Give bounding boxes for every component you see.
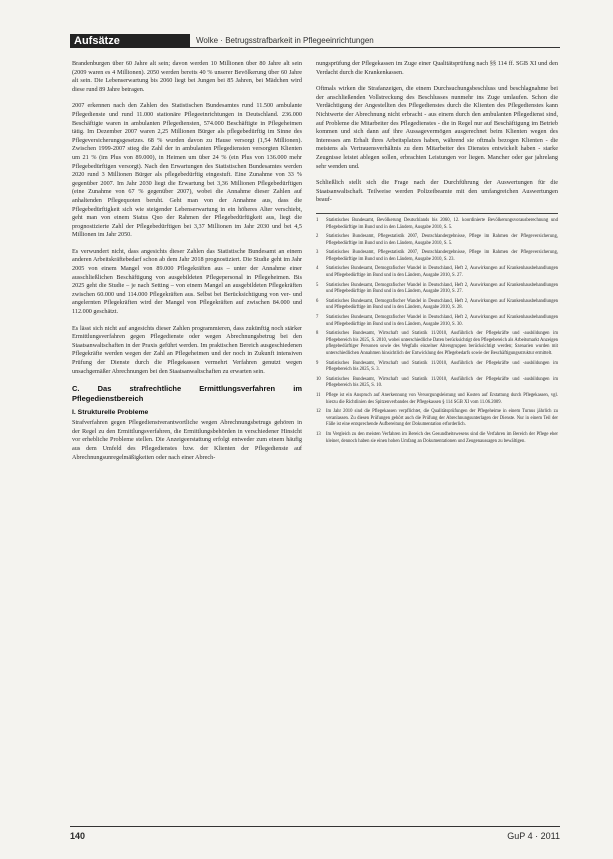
footnote-text: Statistisches Bundesamt, Wirtschaft und Statistik 11/2010, Ausführlich der Pflegekräfte und -ausbildungen im Pflegebereich bis 2025, S. 10. — [326, 376, 558, 389]
footnote-text: Im Jahr 2010 sind die Pflegekassen verpflichtet, die Qualitätsprüfungen der Pflegeheime in einem Turnus jährlich zu veranlassen. Zu diesen Prüfungen gehört auch die Prüfung der Abrechnungsunterlagen der Dienste. Nur in einem Teil der Fälle ist eine entsprechende Aufbereitung der Dokumentation erforderlich. — [326, 409, 558, 428]
footnote-text: Statistisches Bundesamt, Pflegestatistik 2007, Deutschlandergebnisse, Pflege im Rahmen der Pflegeversicherung, Pflegebedürftige im Bund und in den Ländern, Ausgabe 2010, S. 23. — [326, 250, 558, 262]
footnote-text: Im Vergleich zu den meisten Verfahren im Bereich des Gesundheitswesens sind die Verfahren im Bereich der Pflege eher kleiner, dennoch haben sie einen hohen Umfang an Dokumentationen und Zeugenaussagen zu bewältigen. — [326, 431, 558, 444]
body-paragraph: Es lässt sich nicht auf angesichts dieser Zahlen programmieren, dass zukünftig noch stärker Ermittlungsverfahren gegen Pflegedienste oder wegen Abrechnungsbetrug bei den Staatsanwaltschaften in der Praxis geführt werden. Im praktischen Bereich ausgeschiedenen Pflegekräfte werden wegen der Zahl an Pflegeheimen und der noch in Zukunft intensiven Prüfung der Dienste durch die Pflegekassen vermehrt Verfahren genutzt wegen unsachgemäßer Abrechnungen bei den Staatsanwaltschaften zu erwarten sein. — [72, 324, 302, 375]
body-paragraph: Strafverfahren gegen Pflegedienstverantwortliche wegen Abrechnungsbetrugs gehören in der Regel zu den Ermittlungsverfahren, die Ermittlungsbehörden in verschiedener Hinsicht vor erhebliche Probleme stellen. Die Anzeigeerstattung erfolgt entweder zum einem häufig aus dem Umfeld des Pflegedienstes bzw. der Klienten der Pflegedienste auf Abrechnungsunregelmäßigkeiten oder nach einer Abrech- — [72, 419, 302, 461]
body-paragraph: Schließlich stellt sich die Frage nach der Durchführung der Auswertungen für die Staatsanwaltschaft. Teilweise werden Polizeibeamte mit den umfangreichen Auswertungen beauf- — [316, 179, 558, 204]
footnote-text: Pflege ist ein Anspruch auf Anerkennung von Versorgungsleistung und Kosten auf Erstattung durch Pflegekassen, vgl. hierzu die Richtlinien des Spitzenverbandes der Pflegekassen § 114 SGB XI vom 11.06.2009. — [326, 392, 558, 405]
right-column — [316, 60, 558, 820]
page-footer — [70, 826, 560, 841]
footnote-text: Statistisches Bundesamt, Demografischer Wandel in Deutschland, Heft 2, Auswirkungen auf Krankenhausbehandlungen und Pflegebedürftige im Bund und in den Ländern, Ausgabe 2010, S. 27. — [326, 282, 558, 295]
footnote-number: 13 — [316, 431, 321, 437]
footnote — [316, 331, 558, 357]
footnote-number: 4 — [316, 266, 319, 272]
footnote-number: 2 — [316, 234, 319, 240]
body-paragraph: nungsprüfung der Pflegekassen im Zuge einer Qualitätsprüfung nach §§ 114 ff. SGB XI und den Verdacht durch die Krankenkassen. — [316, 60, 558, 76]
footnote-text: Statistisches Bundesamt, Wirtschaft und Statistik 11/2010, Ausführlich der Pflegekräfte und -ausbildungen im Pflegebereich bis 2025, S. 3. — [326, 360, 558, 373]
footnote-text: Statistisches Bundesamt, Bevölkerung Deutschlands bis 2060, 12. koordinierte Bevölkerungsvorausberechnung und Pflegebedürftige im Bund und in den Ländern, Ausgabe 2010, S. 5. — [326, 217, 558, 230]
footnote-number: 11 — [316, 392, 321, 398]
footnote-number: 3 — [316, 250, 319, 256]
footnote — [316, 393, 558, 406]
body-paragraph: Es verwundert nicht, dass angesichts dieser Zahlen das Statistische Bundesamt an einem anderen Arbeitskräftebedarf schon ab dem Jahr 2018 prognostiziert. Die Studie geht im Jahr 2005 von einem Mangel von 89.000 Pflegekräften aus – unter der Annahme einer ausschließlichen Beschäftigung von ausgebildeten Pflegepersonal in Pflegeheimen. Bis 2025 geht die Studie – je nach Setting – von einem Mangel an ausgebildeten Pflegekräften zwischen 60.000 und 114.000 Pflegekräften aus. Selbst bei Berücksichtigung von ver- und angelernten Pflegekräften wird der Mangel von Pflegekräften auf zwischen 84.000 und 112.000 geschätzt. — [72, 247, 302, 316]
body-paragraph: Brandenburgen über 60 Jahre alt sein; davon werden 10 Millionen über 80 Jahre alt sein (2009 waren es 4 Millionen). 2050 werden bereits 40 % unserer Bevölkerung über 60 Jahre alt sein. Die Lebenserwartung bis 2060 liegt bei Jungen bei 85 Jahren, bei Mädchen wird diese rund 89 Jahre betragen. — [72, 60, 302, 93]
footnote — [316, 283, 558, 296]
footnote — [316, 377, 558, 390]
footnote-number: 12 — [316, 409, 321, 415]
footnote-text: Statistisches Bundesamt, Demografischer Wandel in Deutschland, Heft 2, Auswirkungen auf Krankenhausbehandlungen und Pflegebedürftige im Bund und in den Ländern, Ausgabe 2010, S. 27. — [326, 266, 558, 279]
section-label: Aufsätze — [70, 34, 190, 48]
running-title: Wolke · Betrugsstrafbarkeit in Pflegeeinrichtungen — [190, 34, 560, 48]
footnote-number: 8 — [316, 331, 319, 337]
body-paragraph: Oftmals wirken die Strafanzeigen, die einem Durchsuchungsbeschluss und beschlagnahme bei der anschließenden Vollstreckung des Beschlusses nunmehr ins Zuge umlaufen. Schon die Verdächtigung der Angestellten des Pflegedienstes durch die Klienten des Pflegedienstes kann Nichtwerte der Abrechnung nicht erbracht - aus einem durch den ambulanten Pflegedienst sind, auf Probleme die Mitarbeiter des Pflegedienstes - die in Regel nur auf Beschäftigung im Betrieb kommen und sich dann auf ihre Aussagevermögen ausgerechnet beim Klienten wegen des Interesses am Erhalt ihres Arbeitsplatzes haben, während sie oftmals bezogen Klienten - die meistens als Vertrauensverhältnis zu dem Mitarbeiter des Dienstes entwickelt haben - starke Zeugnisse leistet ablegen sollen, erbrachten Leistungen vor liegen. Mancher oder gar jahrelang sehr wenden und. — [316, 85, 558, 170]
page-number: 140 — [70, 831, 86, 841]
footnote-number: 5 — [316, 282, 319, 288]
footnote-number: 6 — [316, 298, 319, 304]
footnote-number: 9 — [316, 360, 319, 366]
body-paragraph: 2007 erkennen nach den Zahlen des Statistischen Bundesamtes rund 11.500 ambulante Pflegedienste und rund 11.000 stationäre Pflegeeinrichtungen in Deutschland. 236.000 Beschäftigte waren in ambulanten Pflegediensten, 574.000 Beschäftigte in Pflegeheimen tätig. Im Dezember 2007 waren 2,25 Millionen Bürger als pflegebedürftig im Sinne des Pflegeversicherungsgesetzes. 68 % wurden davon zu Hause versorgt (1,54 Millionen). Zwischen 1999-2007 stieg die Zahl der in ambulanten Pflegediensten versorgten Klienten um 21 % (im Plus von 89.000), in Heimen um über 24 % (ein Plus von 136.000 mehr Pflegebedürftigen versorgt). Nach den Erwartungen des Statistischen Bundesamtes werden 2020 rund 3 Millionen Bürger als pflegebedürftig eingestuft. Eine Zunahme von 33 % gegenüber 2007. Im Jahr 2030 liegt die Erwartung bei 3,36 Millionen Pflegebedürftigen (eine Zunahme von 67 % gegenüber 2007), wobei die Annahme dieser Zahlen auf anhaltenden Pflegequoten beruht. Geht man von der Annahme aus, dass die Pflegebedürftigkeit sich wie steigender Lebenserwartung in ein höheres Alter verschiebt, geht man von einem Status Quo der Rahmen der Pflegebedürftigkeit aus, liegt die prognostizierte Zahl der Pflegebedürftigen bei 3,37 Millionen im Jahr 2030 und bei 4,5 Millionen im Jahr 2050. — [72, 102, 302, 239]
footnote-text: Statistisches Bundesamt, Wirtschaft und Statistik 11/2010, Ausführlich der Pflegekräfte und -ausbildungen im Pflegebereich bis 2025, S. 2010, wobei unterschiedliche Daten berücksichtigt den Pflegebereich als Arbeitsmarkt Anzeigen pflegebedürftiger Personen sowie des Wegfalls einzelner Altersgruppen berücksichtigt werden; Szenarien wurden mit unterschiedlichen Annahmen hinsichtlich der Entwicklung des Pflegebedarfs sowie der Beschäftigungsstruktur ermittelt. — [326, 331, 558, 356]
footnote — [316, 250, 558, 263]
footnote — [316, 432, 558, 445]
left-column — [72, 60, 302, 820]
footnote — [316, 234, 558, 247]
footnote — [316, 315, 558, 328]
footnotes — [316, 213, 558, 445]
footnote-text: Statistisches Bundesamt, Demografischer Wandel in Deutschland, Heft 2, Auswirkungen auf Krankenhausbehandlungen und Pflegebedürftige im Bund und in den Ländern, Ausgabe 2010, S. 30. — [326, 315, 558, 327]
footnote — [316, 299, 558, 312]
footnote-number: 1 — [316, 217, 319, 223]
subsection-heading: I. Strukturelle Probleme — [72, 409, 149, 417]
footnote — [316, 218, 558, 231]
footnote-text: Statistisches Bundesamt, Pflegestatistik 2007, Deutschlandergebnisse, Pflege im Rahmen der Pflegeversicherung, Pflegebedürftige im Bund und in den Ländern, Ausgabe 2010, S. 5. — [326, 234, 558, 246]
footnote — [316, 361, 558, 374]
footnote — [316, 409, 558, 429]
journal-issue: GuP 4 · 2011 — [507, 831, 560, 841]
footnote-number: 7 — [316, 315, 319, 321]
footnote-number: 10 — [316, 376, 321, 382]
page-header — [70, 34, 560, 48]
footnote-text: Statistisches Bundesamt, Demografischer Wandel in Deutschland, Heft 2, Auswirkungen auf Krankenhausbehandlungen und Pflegebedürftige im Bund und in den Ländern, Ausgabe 2010, S. 28. — [326, 298, 558, 311]
section-heading: C. Das strafrechtliche Ermittlungsverfahren im Pflegedienstbereich — [72, 384, 302, 404]
footnote — [316, 266, 558, 279]
